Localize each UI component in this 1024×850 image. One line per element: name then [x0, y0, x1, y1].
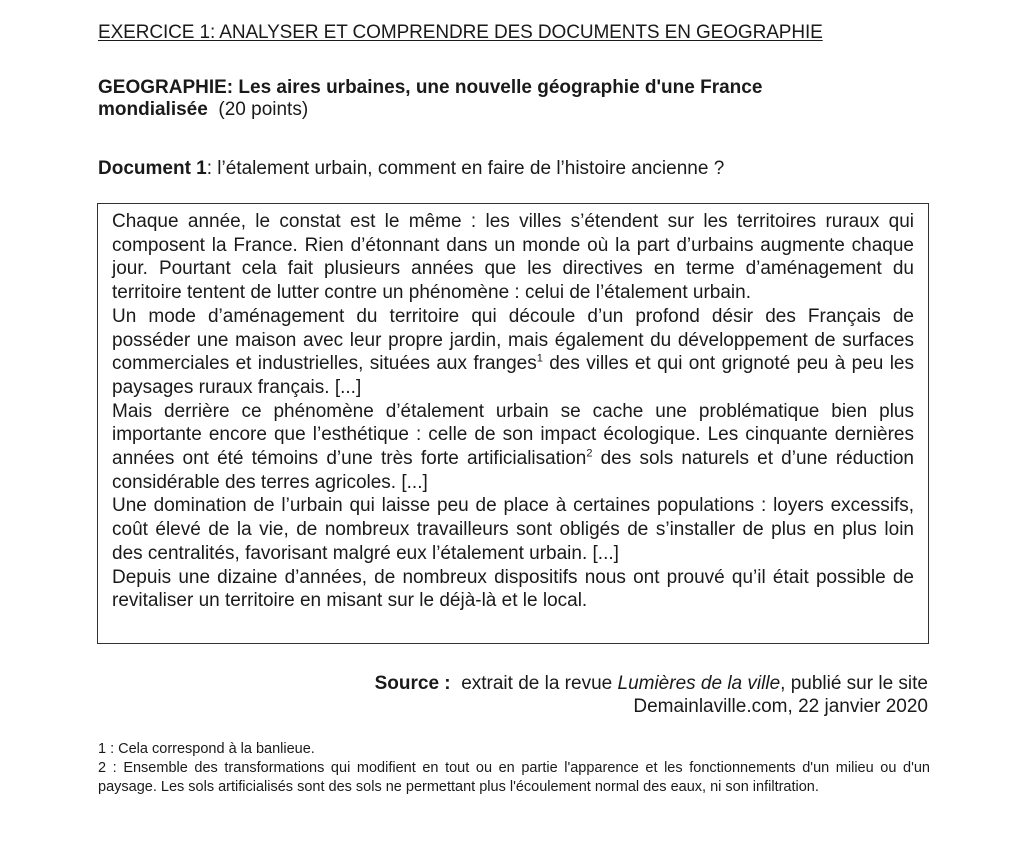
document-paragraph — [112, 400, 914, 495]
footnote-ref: 1 — [536, 352, 543, 365]
document-paragraph: Une domination de l’urbain qui laisse peu de place à certaines populations : loyers excessifs, coût élevé de la vie, de nombreux travailleurs sont obligés de s’installer de plus en plus loin des centralités, favorisant malgré eux l’étalement urbain. [...] — [112, 495, 914, 564]
footnote: 2 : Ensemble des transformations qui modifient en tout ou en partie l'apparence et les fonctionnements d'un milieu ou d'un paysage. Les sols artificialisés sont des sols ne permettant plus l'écoulement normal des eaux, ni son infiltration. — [98, 760, 930, 795]
source-label: Source : — [374, 673, 451, 694]
exercise-title: EXERCICE 1: ANALYSER ET COMPRENDRE DES DOCUMENTS EN GEOGRAPHIE — [98, 22, 823, 43]
document-paragraph — [112, 305, 914, 400]
source-citation — [375, 672, 928, 718]
source-line-2: Demainlaville.com, 22 janvier 2020 — [633, 696, 928, 717]
document-paragraph: Depuis une dizaine d’années, de nombreux dispositifs nous ont prouvé qu’il était possible de revitaliser un territoire en misant sur le déjà-là et le local. — [112, 566, 914, 612]
source-text: , publié sur le site — [780, 673, 928, 694]
document-paragraph: Chaque année, le constat est le même : les villes s’étendent sur les territoires ruraux qui composent la France. Rien d’étonnant dans un monde où la part d’urbains augmente chaque jour. Pourtant cela fait plusieurs années que les directives en terme d’aménagement du territoire tentent de lutter contre un phénomène : celui de l’étalement urbain. — [112, 211, 914, 304]
footnotes — [98, 740, 930, 797]
paragraph-text: Mais derrière ce phénomène d’étalement urbain se cache une problématique bien plus importante encore que l’esthétique : celle de son impact écologique. Les cinquante dernières années ont été témoins d’une très forte artificialisation — [112, 400, 914, 470]
section-title — [98, 77, 878, 121]
paragraph-text: Un mode d’aménagement du territoire qui découle d’un profond désir des Français de posséder une maison avec leur propre jardin, mais également du développement de surfaces commerciales et industrielles, situées aux franges — [112, 305, 914, 375]
footnote-ref: 2 — [586, 447, 593, 460]
document-label: Document 1 — [98, 158, 207, 179]
section-points: (20 points) — [218, 99, 309, 120]
source-line-1 — [375, 672, 928, 695]
publication-title: Lumières de la ville — [617, 673, 781, 694]
footnote: 1 : Cela correspond à la banlieue. — [98, 741, 315, 757]
source-text: extrait de la revue — [461, 673, 613, 694]
document-text-box — [97, 203, 929, 644]
document-title: : l’étalement urbain, comment en faire de l’histoire ancienne ? — [206, 158, 725, 179]
section-subject: GEOGRAPHIE: Les aires urbaines, une nouvelle géographie d'une France mondialisée — [98, 77, 763, 120]
paragraph-text: des villes et qui ont grignoté peu à peu les paysages ruraux français. [...] — [112, 353, 915, 398]
paragraph-text: des sols naturels et d’une réduction considérable des terres agricoles. [...] — [112, 448, 914, 493]
document-heading — [98, 158, 724, 180]
